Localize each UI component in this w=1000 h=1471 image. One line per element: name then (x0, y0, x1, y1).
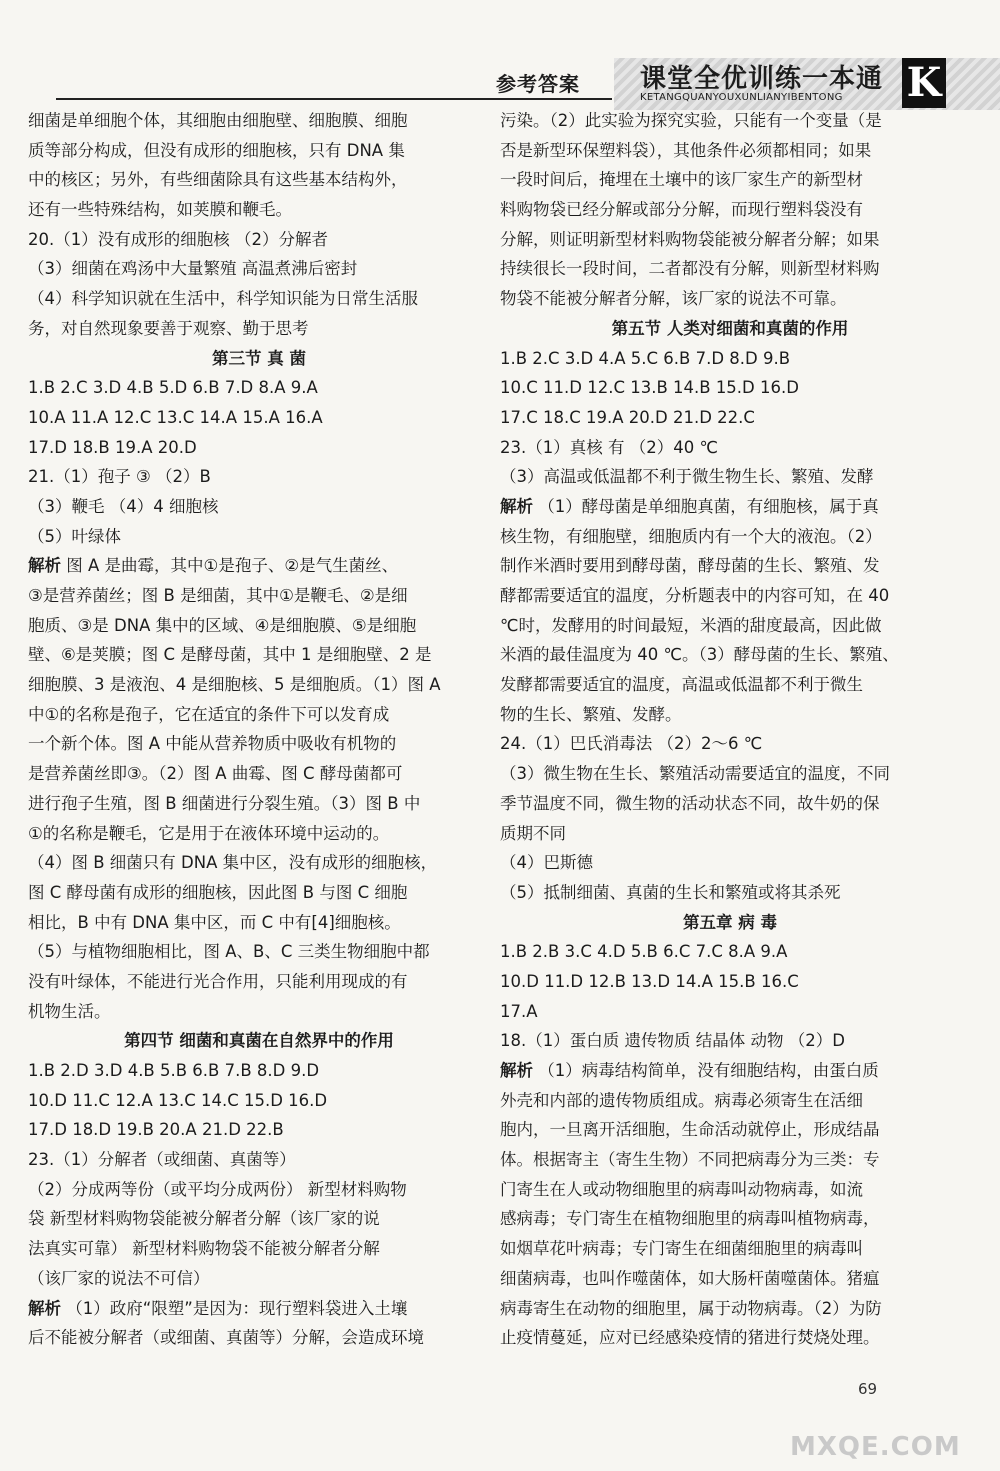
text-line: 解析 （1）酵母菌是单细胞真菌，有细胞核，属于真 (500, 496, 879, 516)
text-line: 如烟草花叶病毒；专门寄生在细菌细胞里的病毒叫 (500, 1239, 863, 1259)
analysis-marker: 解析 (500, 1061, 533, 1080)
analysis-marker: 解析 (28, 556, 61, 576)
text-line: 否是新型环保塑料袋），其他条件必须都相同；如果 (500, 140, 872, 160)
text-line: 止疫情蔓延，应对已经感染疫情的猪进行焚烧处理。 (500, 1328, 880, 1348)
text-line: （3）鞭毛 （4）4 细胞核 (28, 496, 219, 516)
brand-subtitle: KETANGQUANYOUXUNLIANYIBENTONG (640, 92, 843, 103)
section-heading: 第五章 病 毒 (683, 912, 777, 932)
reference-answer-label: 参考答案 (496, 72, 580, 96)
text-line: （该厂家的说法不可信） (28, 1268, 210, 1288)
text-line: （5）与植物细胞相比，图 A、B、C 三类生物细胞中都 (28, 942, 430, 962)
text-line: 胞质、③是 DNA 集中的区域、④是细胞膜、⑤是细胞 (28, 615, 417, 635)
text-line: 21.（1）孢子 ③ （2）B (28, 467, 211, 487)
text-line: 一段时间后，掩埋在土壤中的该厂家生产的新型材 (500, 170, 863, 190)
text-line: 制作米酒时要用到酵母菌，酵母菌的生长、繁殖、发 (500, 556, 880, 576)
text-line: 18.（1）蛋白质 遗传物质 结晶体 动物 （2）D (500, 1031, 845, 1051)
text-line: 1.B 2.C 3.D 4.B 5.D 6.B 7.D 8.A 9.A (28, 378, 318, 398)
brand-title: 课堂全优训练一本通 (640, 64, 884, 94)
text-line: 细胞膜、3 是液泡、4 是细胞核、5 是细胞质。（1）图 A (28, 675, 441, 695)
analysis-marker: 解析 (500, 496, 533, 516)
brand-logo: K (902, 58, 946, 108)
text-line: 体。根据寄主（寄生生物）不同把病毒分为三类：专 (500, 1150, 880, 1170)
text-line: 还有一些特殊结构，如荚膜和鞭毛。 (28, 200, 292, 220)
section-heading: 第五节 人类对细菌和真菌的作用 (611, 318, 849, 338)
text-line: （4）图 B 细菌只有 DNA 集中区，没有成形的细胞核， (28, 853, 438, 873)
right-column (500, 106, 960, 1353)
text-line: 物袋不能被分解者分解，该厂家的说法不可靠。 (500, 289, 847, 309)
text-line: ℃时，发酵用的时间最短，米酒的甜度最高，因此做 (500, 615, 882, 635)
text-line: 17.D 18.B 19.A 20.D (28, 437, 197, 457)
text-line: （5）抵制细菌、真菌的生长和繁殖或将其杀死 (500, 882, 841, 902)
text-line: 质期不同 (500, 823, 566, 843)
text-line: 后不能被分解者（或细菌、真菌等）分解，会造成环境 (28, 1328, 424, 1348)
site-watermark: MXQE.COM (790, 1432, 961, 1462)
text-line: 17.D 18.D 19.B 20.A 21.D 22.B (28, 1120, 284, 1140)
text-line: （5）叶绿体 (28, 526, 121, 546)
analysis-marker: 解析 (28, 1298, 61, 1318)
header-rule (56, 98, 612, 100)
text-line: 袋 新型材料购物袋能被分解者分解（该厂家的说 (28, 1209, 380, 1229)
text-line: 核生物，有细胞壁，细胞质内有一个大的液泡。（2） (500, 526, 882, 546)
text-line: 外壳和内部的遗传物质组成。病毒必须寄生在活细 (500, 1090, 863, 1110)
text-line: 进行孢子生殖，图 B 细菌进行分裂生殖。（3）图 B 中 (28, 793, 421, 813)
text-line: （4）巴斯德 (500, 853, 593, 873)
text-line: 酵都需要适宜的温度，分析题表中的内容可知，在 40 (500, 586, 890, 605)
text-line: 10.D 11.C 12.A 13.C 14.C 15.D 16.D (28, 1090, 328, 1110)
text-line: （4）科学知识就在生活中，科学知识能为日常生活服 (28, 289, 418, 309)
text-line: 壁、⑥是荚膜；图 C 是酵母菌，其中 1 是细胞壁、2 是 (28, 645, 432, 665)
text-line: 17.C 18.C 19.A 20.D 21.D 22.C (500, 407, 755, 427)
text-line: 10.D 11.D 12.B 13.D 14.A 15.B 16.C (500, 971, 799, 991)
page-header (0, 0, 1000, 110)
text-line: 10.C 11.D 12.C 13.B 14.B 15.D 16.D (500, 378, 799, 398)
text-line: 是营养菌丝即③。（2）图 A 曲霉、图 C 酵母菌都可 (28, 764, 403, 784)
text-line: 10.A 11.A 12.C 13.C 14.A 15.A 16.A (28, 407, 323, 427)
text-line: 发酵都需要适宜的温度，高温或低温都不利于微生 (500, 675, 863, 695)
text-line: 务，对自然现象要善于观察、勤于思考 (28, 318, 309, 338)
text-line: 机物生活。 (28, 1001, 111, 1021)
text-line: 物的生长、繁殖、发酵。 (500, 704, 682, 724)
text-line: 感病毒；专门寄生在植物细胞里的病毒叫植物病毒， (500, 1209, 880, 1229)
text-line: 质等部分构成，但没有成形的细胞核，只有 DNA 集 (28, 140, 405, 160)
text-line: 图 C 酵母菌有成形的细胞核，因此图 B 与图 C 细胞 (28, 882, 408, 902)
text-line: 细菌是单细胞个体，其细胞由细胞壁、细胞膜、细胞 (28, 111, 408, 130)
text-line: 1.B 2.D 3.D 4.B 5.B 6.B 7.B 8.D 9.D (28, 1061, 320, 1080)
text-line: 解析 （1）病毒结构简单，没有细胞结构，由蛋白质 (500, 1061, 879, 1080)
text-line: 分解，则证明新型材料购物袋能被分解者分解；如果 (500, 229, 880, 249)
text-line: 24.（1）巴氏消毒法 （2）2～6 ℃ (500, 734, 763, 754)
text-line: 中①的名称是孢子，它在适宜的条件下可以发育成 (28, 704, 390, 724)
text-line: 23.（1）真核 有 （2）40 ℃ (500, 437, 718, 457)
text-line: 23.（1）分解者（或细菌、真菌等） (28, 1150, 296, 1170)
text-line: 季节温度不同，微生物的活动状态不同，故牛奶的保 (500, 793, 880, 813)
page-number: 69 (858, 1380, 878, 1398)
section-heading: 第三节 真 菌 (212, 348, 306, 368)
text-line: 解析 （1）政府“限塑”是因为：现行塑料袋进入土壤 (28, 1298, 408, 1318)
text-line: 中的核区；另外，有些细菌除具有这些基本结构外， (28, 170, 408, 190)
text-line: 法真实可靠） 新型材料购物袋不能被分解者分解 (28, 1239, 380, 1259)
text-line: （2）分成两等份（或平均分成两份） 新型材料购物 (28, 1179, 407, 1199)
text-line: （3）细菌在鸡汤中大量繁殖 高温煮沸后密封 (28, 259, 358, 279)
text-line: 一个新个体。图 A 中能从营养物质中吸收有机物的 (28, 734, 397, 754)
text-line: 解析 图 A 是曲霉，其中①是孢子、②是气生菌丝、 (28, 556, 399, 576)
text-line: 持续很长一段时间，二者都没有分解，则新型材料购 (500, 259, 880, 279)
left-column (28, 106, 490, 1353)
text-line: 没有叶绿体，不能进行光合作用，只能利用现成的有 (28, 971, 408, 991)
text-line: 污染。（2）此实验为探究实验，只能有一个变量（是 (500, 111, 882, 130)
text-line: 料购物袋已经分解或部分分解，而现行塑料袋没有 (500, 200, 863, 220)
text-line: ③是营养菌丝；图 B 是细菌，其中①是鞭毛、②是细 (28, 586, 408, 605)
text-line: 细菌病毒，也叫作噬菌体，如大肠杆菌噬菌体。猪瘟 (500, 1268, 880, 1288)
section-heading: 第四节 细菌和真菌在自然界中的作用 (124, 1031, 394, 1051)
text-line: （3）高温或低温都不利于微生物生长、繁殖、发酵 (500, 467, 874, 487)
text-line: 米酒的最佳温度为 40 ℃。（3）酵母菌的生长、繁殖、 (500, 645, 899, 665)
text-line: 1.B 2.C 3.D 4.A 5.C 6.B 7.D 8.D 9.B (500, 348, 791, 368)
text-line: 20.（1）没有成形的细胞核 （2）分解者 (28, 229, 328, 249)
text-line: 17.A (500, 1001, 538, 1021)
text-line: 门寄生在人或动物细胞里的病毒叫动物病毒，如流 (500, 1179, 863, 1199)
text-line: 相比，B 中有 DNA 集中区，而 C 中有[4]细胞核。 (28, 912, 401, 932)
text-line: 1.B 2.B 3.C 4.D 5.B 6.C 7.C 8.A 9.A (500, 942, 788, 962)
text-line: 胞内，一旦离开活细胞，生命活动就停止，形成结晶 (500, 1120, 880, 1140)
text-line: （3）微生物在生长、繁殖活动需要适宜的温度，不同 (500, 764, 890, 784)
text-line: ①的名称是鞭毛，它是用于在液体环境中运动的。 (28, 823, 390, 843)
text-line: 病毒寄生在动物的细胞里，属于动物病毒。（2）为防 (500, 1298, 882, 1318)
